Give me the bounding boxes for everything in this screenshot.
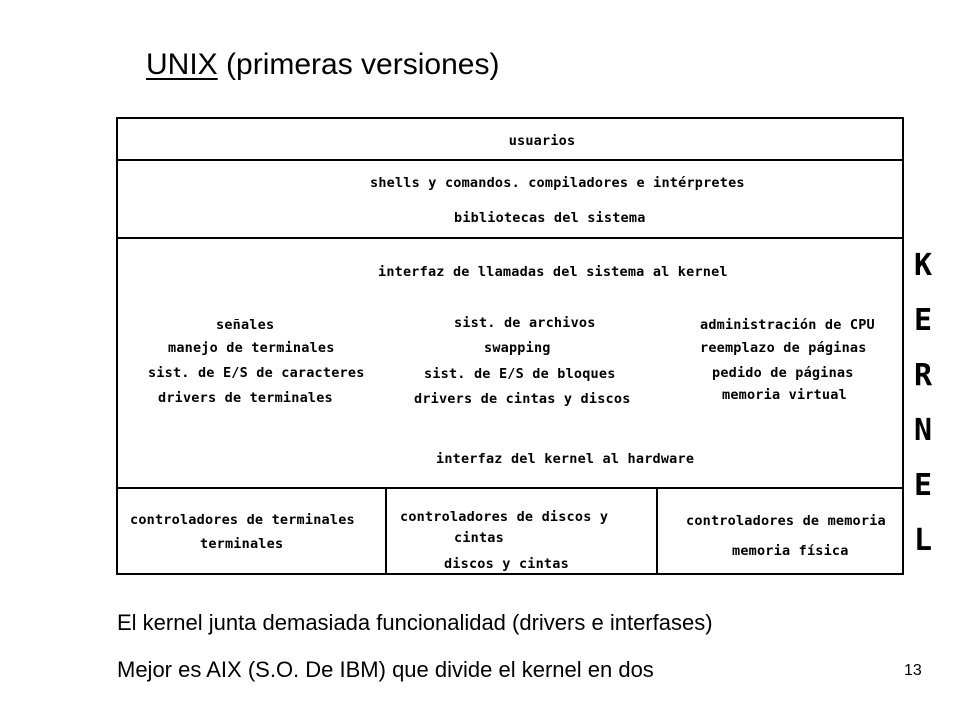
hw-middle-item: cintas [454,530,504,546]
left-item: sist. de E/S de caracteres [148,365,365,381]
kernel-letter: K [914,248,933,283]
middle-item: drivers de cintas y discos [414,391,631,407]
hw-left-item: controladores de terminales [130,512,355,528]
divider-shells [118,237,902,239]
libraries-label: bibliotecas del sistema [454,210,646,226]
kernel-letter: R [914,358,933,393]
right-item: memoria virtual [722,387,847,403]
divider-kernel [118,487,902,489]
slide-title [146,48,499,82]
title-subtitle: (primeras versiones) [226,48,500,81]
middle-item: sist. de archivos [454,315,596,331]
kernel-letter: L [914,523,933,558]
kernel-letter: N [914,413,933,448]
shells-label: shells y comandos. compiladores e intérpretes [370,175,745,191]
footer-line: El kernel junta demasiada funcionalidad (drivers e interfases) [117,610,713,635]
divider-hw-right [656,487,658,575]
footer-line: Mejor es AIX (S.O. De IBM) que divide el kernel en dos [117,657,654,682]
hw-interface-label: interfaz del kernel al hardware [436,451,695,467]
hw-middle-item: discos y cintas [444,556,569,572]
right-item: administración de CPU [700,317,875,333]
middle-item: swapping [484,340,551,356]
right-item: reemplazo de páginas [700,340,867,356]
kernel-letter: E [914,303,933,338]
kernel-letter: E [914,468,933,503]
divider-users [118,159,902,161]
page-number: 13 [904,662,922,679]
syscall-interface-label: interfaz de llamadas del sistema al kernel [378,264,728,280]
hw-right-item: memoria física [732,543,849,559]
hw-middle-item: controladores de discos y [400,509,609,525]
middle-item: sist. de E/S de bloques [424,366,616,382]
right-item: pedido de páginas [712,365,854,381]
unix-architecture-diagram [116,117,904,575]
divider-hw-left [385,487,387,575]
left-item: drivers de terminales [158,390,333,406]
hw-right-item: controladores de memoria [686,513,886,529]
users-label: usuarios [508,133,576,149]
hw-left-item: terminales [200,536,284,552]
left-item: manejo de terminales [168,340,335,356]
left-item: señales [216,317,275,333]
title-main: UNIX [146,48,218,81]
